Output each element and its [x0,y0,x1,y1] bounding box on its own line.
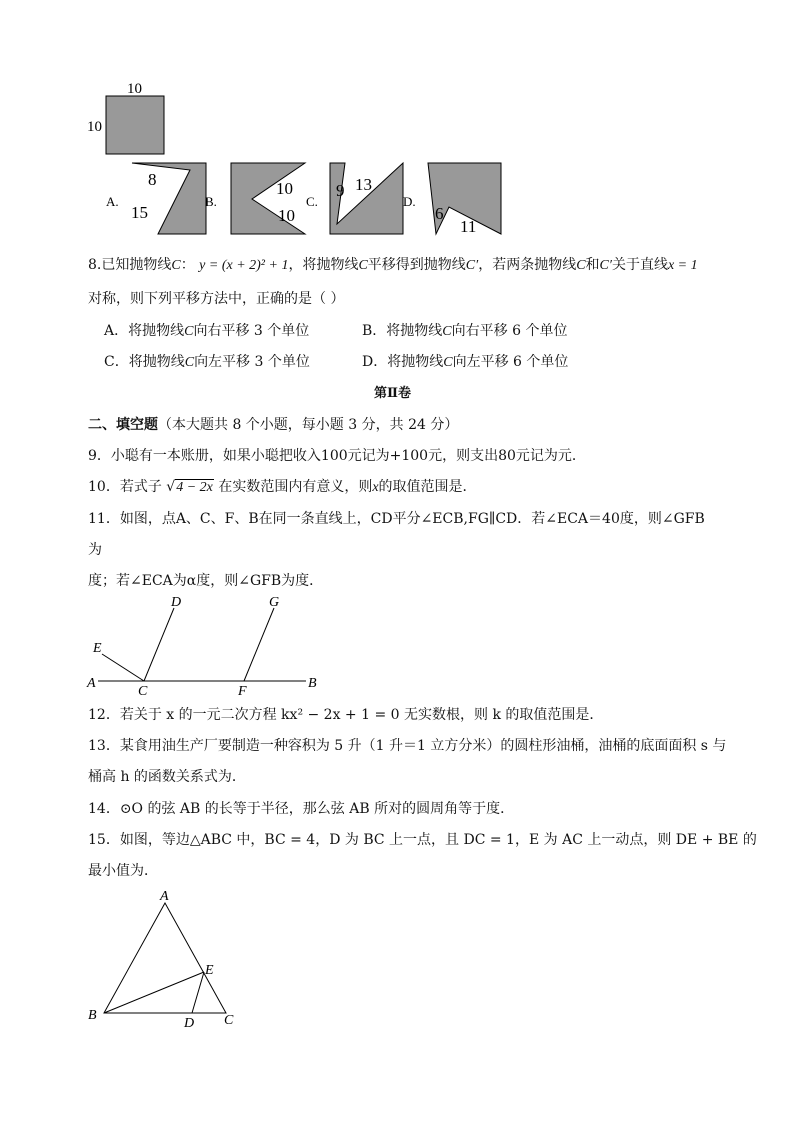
option-b-letter: B. [205,194,217,209]
option-d-letter: D. [403,194,416,209]
label-B: B [88,1008,97,1023]
triangle-ABC [104,903,226,1013]
label-D: D [184,1016,195,1028]
q10-var: x [372,480,379,495]
part2-title: 第Ⅱ卷 [374,386,411,401]
label-E: E [205,963,214,978]
q12: 12．若关于 x 的一元二次方程 kx² − 2x + 1 = 0 无实数根，则 k 的取值范围是． [88,707,604,723]
option-label: D．将抛物线 [362,354,444,370]
option-tail: 向右平移 6 个单位 [451,323,568,339]
q11-line1: 11．如图，点A、C、F、B在同一条直线上，CD平分∠ECB,FG∥CD．若∠ECA＝40度，则∠GFB [88,511,705,527]
q8-text: 关于直线 [611,257,668,273]
q14: 14．⊙O 的弦 AB 的长等于半径，那么弦 AB 所对的圆周角等于度． [88,801,515,817]
label-A: A [160,889,169,904]
original-square [106,96,164,154]
option-label: A．将抛物线 [104,323,185,339]
section2-heading [88,416,458,434]
segment-BE [104,972,204,1013]
q8-option-a[interactable] [104,322,309,341]
q7-figures [80,74,520,244]
ray-CD [144,608,174,681]
square-top-label: 10 [127,81,142,97]
q15-line2: 最小值为． [88,863,158,879]
option-c-left-label: 9 [336,181,345,200]
q15-figure [84,888,254,1028]
q8-C: C [442,324,452,339]
option-a-letter: A. [106,194,119,209]
square-left-label: 10 [87,119,102,135]
section-title: 二、填空题 [88,417,158,433]
q8-option-c[interactable] [104,353,310,372]
option-a-shape [132,163,206,234]
q13-line1: 13．某食用油生产厂要制造一种容积为 5 升（1 升＝1 立方分米）的圆柱形油桶，油桶的底面面积 s 与 [88,738,727,754]
q8-C: C [184,355,195,370]
q8-equation: y = (x + 2)² + 1 [199,258,289,273]
q8-C: C [576,258,586,273]
q8-text: 8.已知抛物线 [88,257,172,273]
sqrt-icon: √ [166,479,176,495]
section-note: （本大题共 8 个小题，每小题 3 分，共 24 分） [158,417,459,433]
label-E: E [93,641,102,656]
q8-C: C [184,324,194,339]
q8-line-eq: x = 1 [667,258,698,273]
q8-stem-line1 [88,256,698,275]
q10 [88,478,477,497]
q8-C: C [171,258,181,273]
q11-line2: 为 [88,542,102,558]
option-tail: 向左平移 6 个单位 [452,354,569,370]
label-D: D [171,595,182,610]
option-c-letter: C. [306,194,318,209]
q15-line1: 15．如图，等边△ABC 中，BC = 4，D 为 BC 上一点，且 DC = 1，E 为 AC 上一动点，则 DE + BE 的 [88,832,757,848]
q8-option-d[interactable] [362,353,568,372]
option-tail: 向左平移 3 个单位 [194,354,310,370]
q13-line2: 桶高 h 的函数关系式为． [88,769,246,785]
q8-Cprime: C′ [599,258,612,273]
q10-expr: 4 − 2x [176,480,213,495]
q8-text: ，将抛物线 [288,257,359,273]
q8-text: ，若两条抛物线 [478,257,577,273]
q10-text: 的取值范围是． [378,479,477,495]
option-a-top-label: 8 [148,170,157,189]
q8-C: C [358,258,368,273]
q8-colon: ： [180,257,195,273]
option-d-right-label: 11 [460,217,477,236]
label-C: C [224,1013,234,1028]
label-A: A [87,676,96,691]
q8-text: 和 [585,257,600,273]
option-label: B．将抛物线 [362,323,443,339]
label-F: F [238,684,247,697]
option-a-side-label: 15 [131,203,148,222]
q11-line3: 度；若∠ECA为α度，则∠GFB为度． [88,573,324,589]
q8-text: 平移得到抛物线 [367,257,466,273]
q11-figure [84,592,324,697]
q8-C: C [443,355,453,370]
segment-DE [192,972,204,1013]
q8-option-b[interactable] [362,322,567,341]
label-G: G [269,595,280,610]
q10-text: 10．若式子 [88,479,162,495]
label-B: B [308,676,317,691]
label-C: C [138,684,148,697]
option-tail: 向右平移 3 个单位 [193,323,310,339]
option-d-left-label: 6 [435,204,444,223]
q8-Cprime: C′ [465,258,479,273]
q9: 9．小聪有一本账册，如果小聪把收入100元记为+100元，则支出80元记为元． [88,448,586,464]
option-label: C．将抛物线 [104,354,185,370]
q10-text: 在实数范围内有意义，则 [218,479,373,495]
option-b-top-label: 10 [276,179,293,198]
ray-FG [244,608,274,681]
q8-stem-line2: 对称，则下列平移方法中，正确的是（ ） [88,291,345,307]
option-c-right-label: 13 [355,175,372,194]
option-b-bottom-label: 10 [278,206,295,225]
ray-CE [102,654,144,681]
